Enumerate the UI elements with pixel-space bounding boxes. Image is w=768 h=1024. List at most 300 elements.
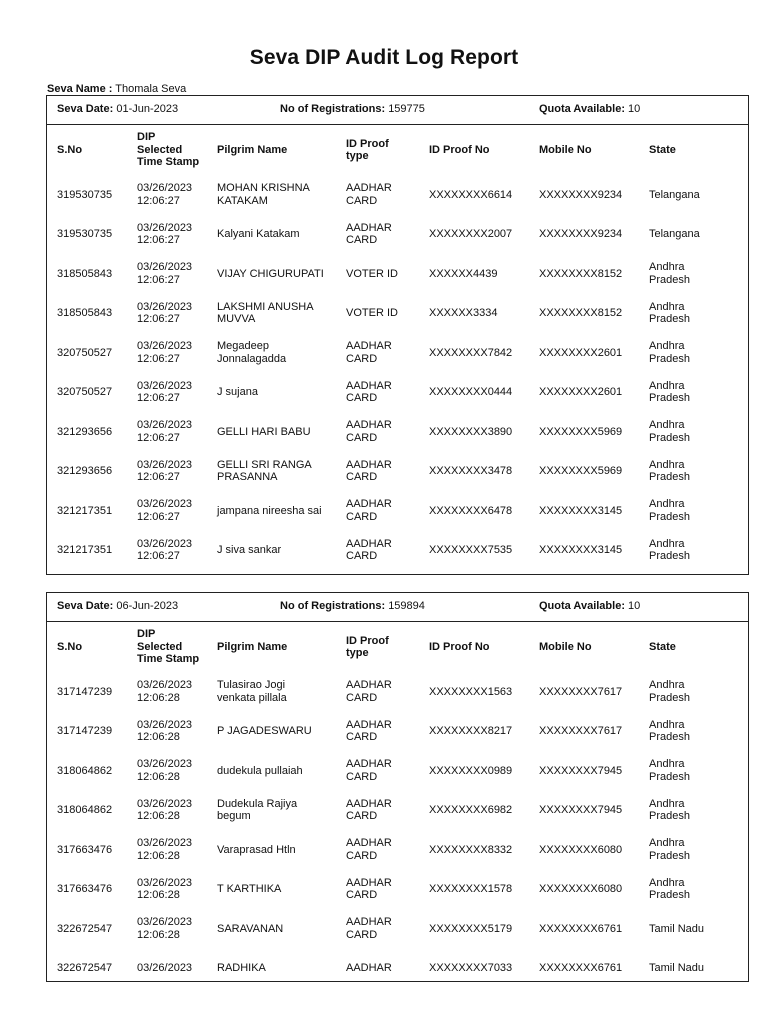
report-title: Seva DIP Audit Log Report: [249, 46, 519, 69]
cell-text: 318064862: [57, 804, 113, 816]
cell-sno: [47, 909, 127, 949]
cell-mobile-no: [529, 452, 639, 492]
cell-text: 320750527: [57, 346, 113, 359]
cell-text: AADHAR CARD: [346, 758, 392, 783]
column-header-label: ID Proof type: [346, 137, 389, 162]
cell-text: Telangana: [649, 188, 700, 201]
cell-text: XXXXXXXX0989: [429, 764, 513, 777]
cell-id-proof-type: [336, 751, 419, 791]
column-header-pilgrim-name: [207, 622, 336, 672]
cell-pilgrim-name: [207, 672, 336, 712]
cell-sno: [47, 791, 127, 831]
cell-text: 317663476: [57, 883, 113, 895]
cell-text: 03/26/2023 12:06:28: [137, 758, 193, 783]
cell-id-proof-type: [336, 491, 419, 531]
cell-mobile-no: [529, 672, 639, 712]
cell-text: 318064862: [57, 764, 113, 777]
cell-text: 03/26/2023 12:06:28: [137, 916, 193, 941]
cell-pilgrim-name: [207, 491, 336, 531]
cell-text: XXXXXX4439: [429, 267, 498, 280]
cell-pilgrim-name: [207, 333, 336, 373]
cell-text: Tamil Nadu: [649, 962, 705, 974]
cell-mobile-no: [529, 254, 639, 294]
cell-text: XXXXXXXX1578: [429, 883, 513, 895]
cell-text: 03/26/2023 12:06:27: [137, 419, 193, 444]
cell-text: 322672547: [57, 962, 113, 974]
cell-pilgrim-name: [207, 830, 336, 870]
seva-date-label: Seva Date:: [57, 103, 114, 115]
cell-text: XXXXXXXX8217: [429, 725, 513, 737]
cell-text: Andhra Pradesh: [649, 679, 690, 704]
table-row: [47, 175, 748, 215]
cell-text: Andhra Pradesh: [649, 419, 690, 444]
table-row: [47, 412, 748, 452]
cell-text: GELLI HARI BABU: [217, 425, 311, 438]
cell-text: 03/26/2023 12:06:28: [137, 797, 193, 823]
cell-text: XXXXXXXX6080: [539, 843, 623, 856]
registrations-label: No of Registrations:: [280, 103, 386, 115]
cell-text: 321217351: [57, 544, 113, 556]
cell-sno: [47, 712, 127, 752]
table-row: [47, 531, 748, 571]
cell-text: 03/26/2023 12:06:27: [137, 537, 193, 563]
cell-id-proof-type: [336, 830, 419, 870]
cell-text: Andhra Pradesh: [649, 797, 690, 823]
seva-date-label: Seva Date:: [57, 600, 114, 612]
cell-dip-timestamp: [127, 949, 207, 983]
cell-text: 03/26/2023 12:06:27: [137, 340, 193, 365]
cell-text: Andhra Pradesh: [649, 458, 690, 484]
quota-value: 10: [628, 103, 641, 115]
cell-state: [639, 531, 748, 571]
cell-sno: [47, 373, 127, 413]
cell-state: [639, 452, 748, 492]
cell-text: AADHAR CARD: [346, 340, 392, 365]
seva-date-block-2: [46, 592, 749, 982]
seva-name-line: [47, 83, 186, 95]
cell-text: XXXXXXXX5969: [539, 465, 623, 477]
cell-text: XXXXXXXX7945: [539, 804, 623, 816]
cell-text: AADHAR CARD: [346, 916, 392, 941]
cell-id-proof-type: [336, 672, 419, 712]
cell-dip-timestamp: [127, 672, 207, 712]
column-header-mobile-no: [529, 125, 639, 175]
column-header-label: S.No: [57, 640, 83, 653]
cell-id-proof-no: [419, 373, 529, 413]
cell-state: [639, 949, 748, 983]
cell-text: Dudekula Rajiya begum: [217, 797, 298, 823]
cell-dip-timestamp: [127, 175, 207, 215]
cell-dip-timestamp: [127, 791, 207, 831]
cell-text: XXXXXXXX5969: [539, 425, 623, 438]
cell-pilgrim-name: [207, 215, 336, 255]
cell-state: [639, 712, 748, 752]
cell-mobile-no: [529, 373, 639, 413]
cell-text: 03/26/2023 12:06:27: [137, 379, 193, 405]
cell-dip-timestamp: [127, 294, 207, 334]
cell-text: Andhra Pradesh: [649, 261, 690, 286]
cell-sno: [47, 452, 127, 492]
column-header-pilgrim-name: [207, 125, 336, 175]
registrations-value: 159775: [388, 103, 425, 115]
cell-text: XXXXXXXX3890: [429, 425, 513, 438]
cell-text: Andhra Pradesh: [649, 876, 690, 902]
cell-text: 317147239: [57, 725, 113, 737]
cell-text: AADHAR CARD: [346, 182, 392, 207]
cell-id-proof-no: [419, 791, 529, 831]
cell-state: [639, 294, 748, 334]
column-header-sno: [47, 622, 127, 672]
cell-mobile-no: [529, 491, 639, 531]
cell-pilgrim-name: [207, 452, 336, 492]
cell-text: XXXXXXXX6761: [539, 962, 623, 974]
column-header-label: ID Proof No: [429, 640, 490, 653]
cell-text: AADHAR CARD: [346, 221, 392, 247]
cell-text: J siva sankar: [217, 544, 282, 556]
cell-text: Andhra Pradesh: [649, 837, 690, 862]
cell-id-proof-type: [336, 333, 419, 373]
cell-text: AADHAR CARD: [346, 379, 392, 405]
cell-text: 03/26/2023 12:06:27: [137, 458, 193, 484]
cell-id-proof-no: [419, 254, 529, 294]
cell-pilgrim-name: [207, 712, 336, 752]
column-header-id-proof-no: [419, 622, 529, 672]
cell-text: 319530735: [57, 188, 113, 201]
cell-text: 317147239: [57, 685, 113, 698]
cell-text: Megadeep Jonnalagadda: [217, 340, 287, 365]
cell-mobile-no: [529, 909, 639, 949]
cell-id-proof-no: [419, 949, 529, 983]
table-row: [47, 254, 748, 294]
seva-date-value: 01-Jun-2023: [116, 103, 179, 115]
cell-dip-timestamp: [127, 215, 207, 255]
cell-mobile-no: [529, 791, 639, 831]
column-header-label: Mobile No: [539, 143, 592, 156]
cell-text: RADHIKA: [217, 962, 266, 974]
cell-text: 03/26/2023: [137, 962, 193, 974]
cell-text: VOTER ID: [346, 267, 398, 280]
cell-pilgrim-name: [207, 949, 336, 983]
cell-mobile-no: [529, 830, 639, 870]
cell-text: 03/26/2023 12:06:28: [137, 679, 193, 704]
cell-sno: [47, 333, 127, 373]
cell-sno: [47, 175, 127, 215]
table-row: [47, 333, 748, 373]
cell-text: XXXXXXXX9234: [539, 188, 623, 201]
cell-mobile-no: [529, 531, 639, 571]
column-header-id-proof-type: [336, 622, 419, 672]
quota-label: Quota Available:: [539, 600, 625, 612]
cell-text: XXXXXXXX7617: [539, 685, 623, 698]
cell-text: 319530735: [57, 228, 113, 240]
cell-mobile-no: [529, 175, 639, 215]
cell-pilgrim-name: [207, 531, 336, 571]
cell-pilgrim-name: [207, 909, 336, 949]
cell-text: Tulasirao Jogi venkata pillala: [217, 679, 287, 704]
cell-text: Andhra Pradesh: [649, 718, 690, 744]
cell-text: XXXXXXXX2601: [539, 386, 623, 398]
registrations-field: [280, 600, 425, 612]
cell-pilgrim-name: [207, 175, 336, 215]
cell-text: Varaprasad Htln: [217, 843, 296, 856]
seva-date-value: 06-Jun-2023: [116, 600, 179, 612]
cell-text: 317663476: [57, 843, 113, 856]
cell-text: 318505843: [57, 307, 113, 319]
cell-text: SARAVANAN: [217, 922, 284, 935]
cell-text: XXXXXXXX0444: [429, 386, 513, 398]
cell-text: 03/26/2023 12:06:27: [137, 498, 193, 523]
cell-text: 03/26/2023 12:06:28: [137, 837, 193, 862]
cell-text: AADHAR CARD: [346, 876, 392, 902]
cell-text: MOHAN KRISHNA KATAKAM: [217, 182, 310, 207]
cell-text: 321217351: [57, 504, 113, 517]
cell-pilgrim-name: [207, 254, 336, 294]
cell-text: Andhra Pradesh: [649, 379, 690, 405]
cell-text: AADHAR CARD: [346, 498, 392, 523]
cell-id-proof-no: [419, 909, 529, 949]
cell-text: J sujana: [217, 386, 258, 398]
seva-name-value: Thomala Seva: [115, 83, 187, 95]
cell-sno: [47, 215, 127, 255]
cell-text: XXXXXXXX3145: [539, 504, 623, 517]
quota-field: [539, 103, 640, 115]
cell-id-proof-type: [336, 531, 419, 571]
cell-text: 03/26/2023 12:06:28: [137, 718, 193, 744]
cell-text: AADHAR: [346, 962, 392, 974]
cell-id-proof-no: [419, 175, 529, 215]
quota-label: Quota Available:: [539, 103, 625, 115]
cell-mobile-no: [529, 712, 639, 752]
cell-text: VIJAY CHIGURUPATI: [217, 267, 324, 280]
block-header: [47, 96, 748, 125]
cell-text: Andhra Pradesh: [649, 300, 690, 326]
column-header-label: ID Proof type: [346, 634, 389, 659]
table-row: [47, 294, 748, 334]
cell-id-proof-type: [336, 215, 419, 255]
cell-text: AADHAR CARD: [346, 458, 392, 484]
cell-dip-timestamp: [127, 870, 207, 910]
cell-text: Andhra Pradesh: [649, 758, 690, 783]
cell-text: 03/26/2023 12:06:27: [137, 261, 193, 286]
cell-state: [639, 412, 748, 452]
cell-id-proof-no: [419, 870, 529, 910]
seva-date-field: [57, 103, 178, 115]
cell-text: XXXXXXXX6478: [429, 504, 513, 517]
cell-text: AADHAR CARD: [346, 797, 392, 823]
cell-id-proof-no: [419, 751, 529, 791]
cell-text: 321293656: [57, 425, 113, 438]
cell-mobile-no: [529, 870, 639, 910]
cell-id-proof-type: [336, 949, 419, 983]
cell-sno: [47, 254, 127, 294]
cell-pilgrim-name: [207, 294, 336, 334]
cell-sno: [47, 491, 127, 531]
cell-state: [639, 830, 748, 870]
column-header-mobile-no: [529, 622, 639, 672]
cell-text: XXXXXXXX7617: [539, 725, 623, 737]
table-row: [47, 491, 748, 531]
cell-text: 03/26/2023 12:06:27: [137, 221, 193, 247]
cell-dip-timestamp: [127, 531, 207, 571]
cell-text: Telangana: [649, 228, 700, 240]
column-header-dip-timestamp: [127, 125, 207, 175]
cell-text: AADHAR CARD: [346, 419, 392, 444]
column-header-label: State: [649, 640, 676, 653]
cell-text: jampana nireesha sai: [217, 504, 322, 517]
cell-state: [639, 333, 748, 373]
cell-mobile-no: [529, 215, 639, 255]
cell-text: XXXXXXXX2601: [539, 346, 623, 359]
cell-state: [639, 791, 748, 831]
column-header-dip-timestamp: [127, 622, 207, 672]
column-header-label: State: [649, 143, 676, 156]
registrations-table: [47, 622, 748, 982]
cell-pilgrim-name: [207, 870, 336, 910]
cell-text: T KARTHIKA: [217, 883, 282, 895]
column-header-state: [639, 622, 748, 672]
cell-text: dudekula pullaiah: [217, 764, 303, 777]
cell-text: 03/26/2023 12:06:27: [137, 300, 193, 326]
cell-id-proof-no: [419, 452, 529, 492]
cell-id-proof-type: [336, 412, 419, 452]
cell-sno: [47, 949, 127, 983]
cell-id-proof-no: [419, 412, 529, 452]
cell-id-proof-no: [419, 294, 529, 334]
cell-text: Andhra Pradesh: [649, 537, 690, 563]
table-row: [47, 751, 748, 791]
column-header-state: [639, 125, 748, 175]
registrations-value: 159894: [388, 600, 425, 612]
cell-text: Andhra Pradesh: [649, 340, 690, 365]
cell-id-proof-no: [419, 672, 529, 712]
cell-id-proof-no: [419, 712, 529, 752]
cell-text: XXXXXXXX8152: [539, 267, 623, 280]
column-header-label: DIP Selected Time Stamp: [137, 628, 200, 666]
column-header-id-proof-type: [336, 125, 419, 175]
cell-state: [639, 870, 748, 910]
cell-id-proof-type: [336, 452, 419, 492]
cell-dip-timestamp: [127, 412, 207, 452]
cell-text: Tamil Nadu: [649, 922, 705, 935]
quota-field: [539, 600, 640, 612]
table-row: [47, 672, 748, 712]
table-row: [47, 215, 748, 255]
cell-id-proof-no: [419, 333, 529, 373]
cell-text: XXXXXXXX6761: [539, 922, 623, 935]
cell-sno: [47, 531, 127, 571]
cell-sno: [47, 751, 127, 791]
cell-text: XXXXXXXX9234: [539, 228, 623, 240]
cell-id-proof-type: [336, 373, 419, 413]
cell-text: 320750527: [57, 386, 113, 398]
cell-text: XXXXXXXX7842: [429, 346, 513, 359]
cell-text: AADHAR CARD: [346, 679, 392, 704]
table-row: [47, 452, 748, 492]
cell-text: XXXXXXXX6080: [539, 883, 623, 895]
cell-text: XXXXXXXX6982: [429, 804, 513, 816]
cell-dip-timestamp: [127, 909, 207, 949]
cell-id-proof-type: [336, 870, 419, 910]
cell-mobile-no: [529, 333, 639, 373]
cell-dip-timestamp: [127, 373, 207, 413]
registrations-table: [47, 125, 748, 570]
cell-id-proof-type: [336, 175, 419, 215]
cell-text: XXXXXXXX6614: [429, 188, 513, 201]
column-header-sno: [47, 125, 127, 175]
cell-state: [639, 215, 748, 255]
cell-pilgrim-name: [207, 791, 336, 831]
cell-dip-timestamp: [127, 254, 207, 294]
table-header-row: [47, 622, 748, 672]
cell-mobile-no: [529, 412, 639, 452]
column-header-label: ID Proof No: [429, 143, 490, 156]
column-header-label: Pilgrim Name: [217, 143, 288, 156]
cell-text: XXXXXX3334: [429, 307, 498, 319]
registrations-label: No of Registrations:: [280, 600, 386, 612]
cell-text: XXXXXXXX2007: [429, 228, 513, 240]
cell-text: LAKSHMI ANUSHA MUVVA: [217, 300, 314, 326]
cell-text: 318505843: [57, 267, 113, 280]
cell-state: [639, 751, 748, 791]
cell-dip-timestamp: [127, 830, 207, 870]
cell-id-proof-no: [419, 215, 529, 255]
table-row: [47, 830, 748, 870]
cell-state: [639, 175, 748, 215]
cell-text: XXXXXXXX7945: [539, 764, 623, 777]
cell-sno: [47, 870, 127, 910]
cell-text: Kalyani Katakam: [217, 228, 300, 240]
table-row: [47, 949, 748, 983]
cell-text: XXXXXXXX7535: [429, 544, 513, 556]
cell-text: XXXXXXXX1563: [429, 685, 513, 698]
cell-text: 321293656: [57, 465, 113, 477]
column-header-label: Pilgrim Name: [217, 640, 288, 653]
cell-text: 322672547: [57, 922, 113, 935]
cell-state: [639, 373, 748, 413]
cell-id-proof-type: [336, 909, 419, 949]
cell-state: [639, 909, 748, 949]
column-header-label: DIP Selected Time Stamp: [137, 131, 200, 169]
cell-text: Andhra Pradesh: [649, 498, 690, 523]
cell-dip-timestamp: [127, 333, 207, 373]
cell-mobile-no: [529, 294, 639, 334]
seva-date-field: [57, 600, 178, 612]
cell-dip-timestamp: [127, 491, 207, 531]
table-row: [47, 712, 748, 752]
cell-id-proof-type: [336, 294, 419, 334]
cell-text: AADHAR CARD: [346, 837, 392, 862]
cell-mobile-no: [529, 949, 639, 983]
cell-text: XXXXXXXX3145: [539, 544, 623, 556]
cell-id-proof-no: [419, 491, 529, 531]
cell-id-proof-type: [336, 712, 419, 752]
cell-mobile-no: [529, 751, 639, 791]
cell-state: [639, 254, 748, 294]
block-header: [47, 593, 748, 622]
cell-text: XXXXXXXX5179: [429, 922, 513, 935]
cell-id-proof-type: [336, 791, 419, 831]
cell-state: [639, 491, 748, 531]
cell-sno: [47, 294, 127, 334]
column-header-label: S.No: [57, 143, 83, 156]
cell-pilgrim-name: [207, 412, 336, 452]
cell-text: XXXXXXXX7033: [429, 962, 513, 974]
table-row: [47, 909, 748, 949]
registrations-field: [280, 103, 425, 115]
table-header-row: [47, 125, 748, 175]
cell-sno: [47, 830, 127, 870]
cell-text: 03/26/2023 12:06:28: [137, 876, 193, 902]
